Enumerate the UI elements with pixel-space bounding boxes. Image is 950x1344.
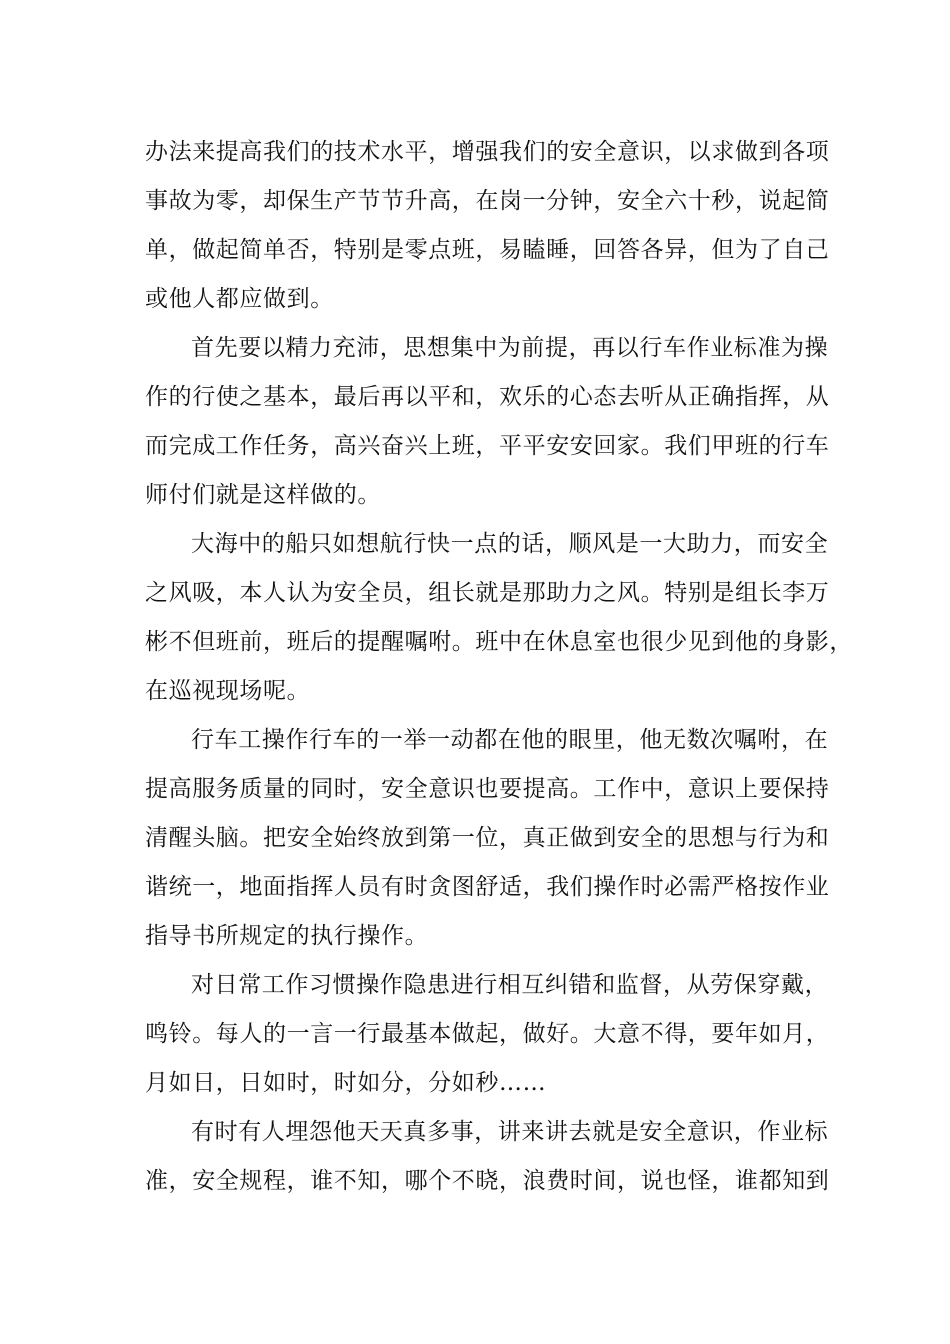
paragraph bbox=[145, 1108, 830, 1206]
text-line: 对日常工作习惯操作隐患进行相互纠错和监督，从劳保穿戴， bbox=[191, 972, 829, 998]
text-line: 大海中的船只如想航行快一点的话，顺风是一大助力，而安全 bbox=[191, 531, 829, 557]
text-line: 谐统一，地面指挥人员有时贪图舒适，我们操作时必需严格按作业 bbox=[145, 874, 830, 900]
text-line: 行车工操作行车的一举一动都在他的眼里，他无数次嘱咐，在 bbox=[191, 727, 829, 753]
paragraph bbox=[145, 716, 830, 961]
text-line: 清醒头脑。把安全始终放到第一位，真正做到安全的思想与行为和 bbox=[145, 825, 830, 851]
text-line: 而完成工作任务，高兴奋兴上班，平平安安回家。我们甲班的行车 bbox=[145, 433, 830, 459]
paragraph bbox=[145, 520, 853, 716]
text-line: 有时有人埋怨他天天真多事，讲来讲去就是安全意识，作业标 bbox=[191, 1119, 829, 1145]
text-line: 单，做起简单否，特别是零点班，易瞌睡，回答各异，但为了自己 bbox=[145, 237, 830, 263]
text-line: 在巡视现场呢。 bbox=[145, 678, 311, 704]
text-line: 提高服务质量的同时，安全意识也要提高。工作中，意识上要保持 bbox=[145, 776, 830, 802]
text-line: 月如日，日如时，时如分，分如秒…… bbox=[145, 1070, 547, 1096]
text-line: 彬不但班前，班后的提醒嘱咐。班中在休息室也很少见到他的身影， bbox=[145, 629, 853, 655]
text-line: 师付们就是这样做的。 bbox=[145, 482, 381, 508]
document-body bbox=[145, 128, 853, 1206]
text-line: 作的行使之基本，最后再以平和，欢乐的心态去听从正确指挥，从 bbox=[145, 384, 830, 410]
text-line: 事故为零，却保生产节节升高，在岗一分钟，安全六十秒，说起简 bbox=[145, 188, 830, 214]
text-line: 指导书所规定的执行操作。 bbox=[145, 923, 429, 949]
text-line: 鸣铃。每人的一言一行最基本做起，做好。大意不得，要年如月， bbox=[145, 1021, 830, 1047]
text-line: 准，安全规程，谁不知，哪个不晓，浪费时间，说也怪，谁都知到 bbox=[145, 1168, 830, 1194]
text-line: 或他人都应做到。 bbox=[145, 286, 334, 312]
text-line: 首先要以精力充沛，思想集中为前提，再以行车作业标准为操 bbox=[191, 335, 829, 361]
text-line: 之风吸，本人认为安全员，组长就是那助力之风。特别是组长李万 bbox=[145, 580, 830, 606]
paragraph bbox=[145, 128, 830, 324]
paragraph bbox=[145, 324, 830, 520]
text-line: 办法来提高我们的技术水平，增强我们的安全意识，以求做到各项 bbox=[145, 139, 830, 165]
paragraph bbox=[145, 961, 830, 1108]
